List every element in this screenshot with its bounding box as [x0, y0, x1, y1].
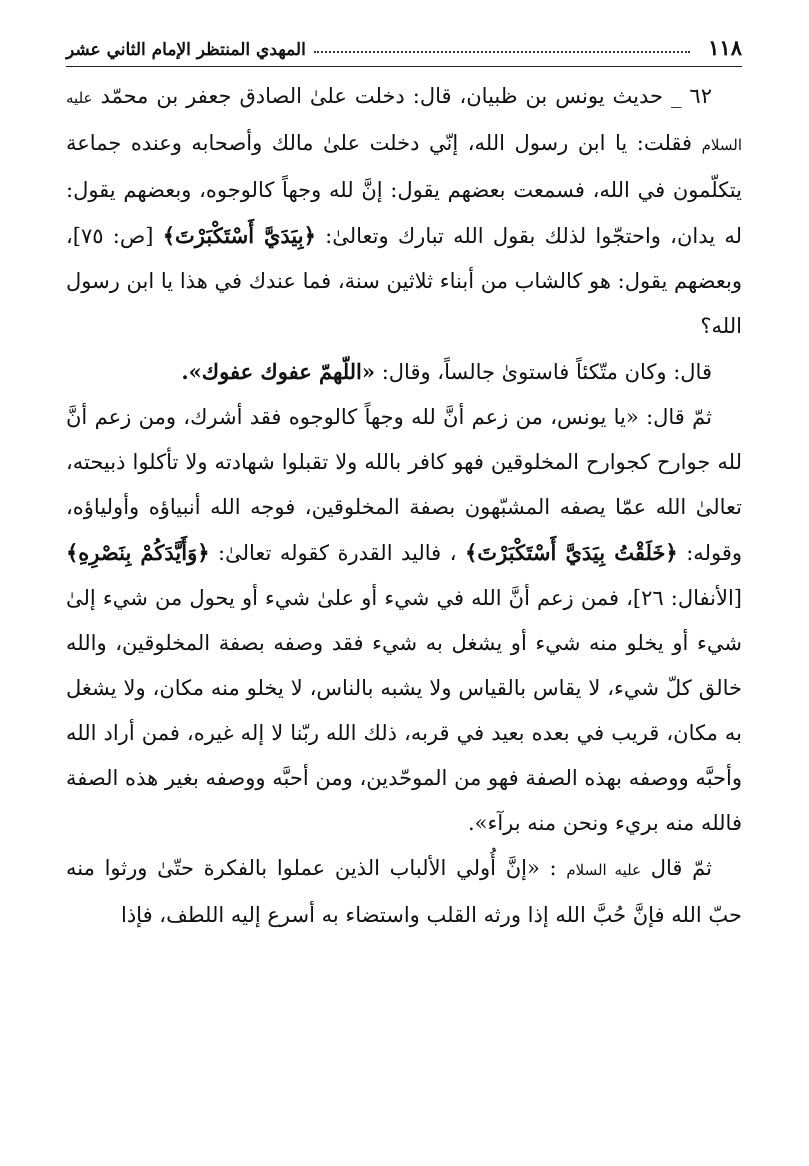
- page-number: ١١٨: [708, 35, 742, 60]
- header-leader-dots: [314, 51, 690, 53]
- paragraph: [66, 349, 742, 395]
- header-divider: [66, 66, 742, 67]
- honorific-glyph: عليه السلام: [66, 89, 742, 154]
- body-text: [66, 74, 742, 938]
- honorific-glyph: عليه السلام: [566, 861, 642, 879]
- paragraph: [66, 74, 742, 349]
- text-run: قال: وكان متّكئاً فاستوىٰ جالساً، وقال:: [381, 360, 712, 384]
- text-run: [الأنفال: ٢٦]، فمن زعم أنَّ الله في شيء أو علىٰ شيء أو يحول من شيء إلىٰ شيء أو يخلو منه شيء أو يشغل به شيء فقد وصفه بصفة المخلوقين، والله خالق كلّ شيء، لا يقاس بالقياس ولا يشبه بالناس، لا يخلو منه مكان، ولا يشغل به مكان، قريب في بعده بعيد في قربه، ذلك الله ربّنا لا إله غيره، فمن أراد الله وأحبَّه ووصفه بهذه الصفة فهو من الموحّدين، ومن أحبَّه ووصفه بغير هذه الصفة فالله منه بريء ونحن منه برآء».: [66, 586, 743, 835]
- quran-verse: ﴿بِيَدَيَّ أَسْتَكْبَرْتَ﴾: [162, 223, 316, 248]
- quran-verse: ﴿خَلَقْتُ بِيَدَيَّ أَسْتَكْبَرْتَ﴾: [464, 540, 678, 565]
- text-run: ثمّ قال: [650, 856, 713, 880]
- quran-verse: ﴿وَأَيَّدَكُمْ بِنَصْرِهِ﴾: [66, 540, 210, 565]
- text-run: ثمّ قال: «يا يونس، من زعم أنَّ لله وجهاً كالوجوه فقد أشرك، ومن زعم أنَّ لله جوارح كجوارح المخلوقين فهو كافر بالله ولا تقبلوا شهادته ولا تأكلوا ذبيحته، تعالىٰ الله عمّا يصفه المشبّهون بصفة المخلوقين، فوجه الله أنبياؤه وأولياؤه، وقوله:: [66, 405, 742, 565]
- text-run: ، فاليد القدرة كقوله تعالىٰ:: [218, 541, 457, 565]
- text-run: ٦٢ _ حديث يونس بن ظبيان، قال: دخلت علىٰ الصادق جعفر بن محمّد: [100, 84, 712, 108]
- text-run: : «إنَّ أُولي الألباب الذين عملوا بالفكرة حتّىٰ ورثوا منه حبّ الله فإنَّ حُبَّ الله إذا ورثه القلب واستضاء به أسرع إليه اللطف، فإذا: [66, 856, 742, 927]
- quran-verse: «اللّهمّ عفوك عفوك».: [181, 359, 376, 384]
- page-header: [66, 30, 742, 60]
- paragraph: [66, 846, 742, 938]
- text-run: فقلت: يا ابن رسول الله، إنّي دخلت علىٰ مالك وأصحابه وعنده جماعة يتكلّمون في الله، فسمعت بعضهم يقول: إنَّ لله وجهاً كالوجوه، وبعضهم يقول: له يدان، واحتجّوا لذلك بقول الله تبارك وتعالىٰ:: [66, 131, 742, 248]
- running-title: المهدي المنتظر الإمام الثاني عشر: [66, 40, 306, 60]
- text-run: [ص: ٧٥]، وبعضهم يقول: هو كالشاب من أبناء ثلاثين سنة، فما عندك في هذا يا ابن رسول الله؟: [66, 224, 742, 338]
- paragraph: [66, 395, 742, 846]
